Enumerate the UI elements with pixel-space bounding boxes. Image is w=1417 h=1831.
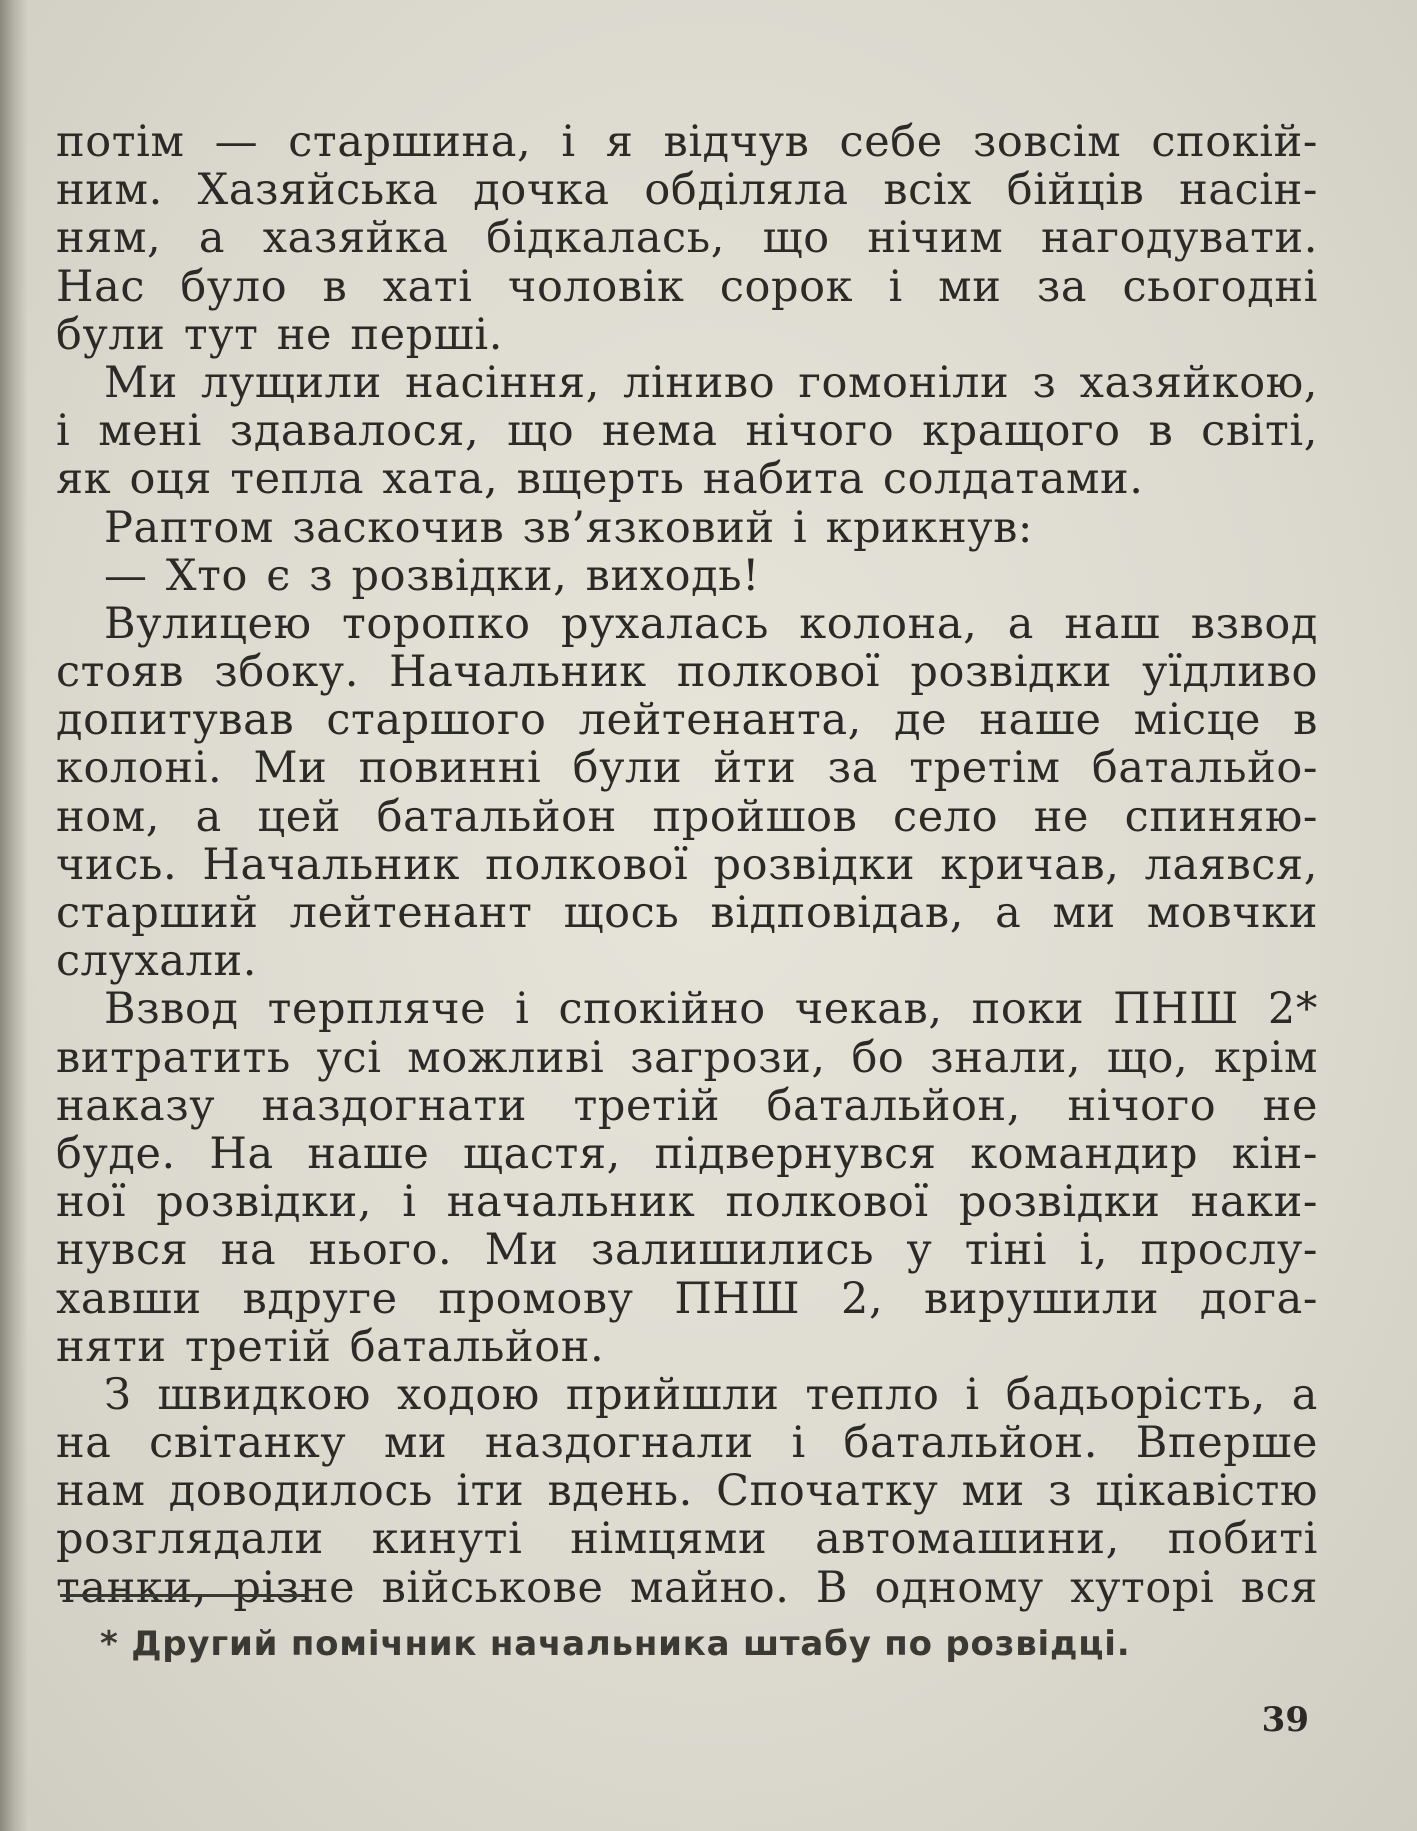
text-line: наказу наздогнати третій батальйон, нічого не (56, 1080, 1318, 1131)
text-line: допитував старшого лейтенанта, де наше місце в (56, 695, 1318, 746)
text-line: ням, а хазяйка бідкалась, що нічим нагодувати. (56, 213, 1318, 264)
text-line: на світанку ми наздогнали і батальйон. Вперше (56, 1418, 1318, 1469)
text-line: ної розвідки, і начальник полкової розвідки наки- (56, 1177, 1318, 1228)
text-line: були тут не перші. (56, 309, 503, 360)
text-line: З швидкою ходою прийшли тепло і бадьорість, а (104, 1369, 1318, 1420)
text-line: Вулицею торопко рухалась колона, а наш взвод (104, 598, 1318, 649)
text-line: потім — старшина, і я відчув себе зовсім спокій- (56, 117, 1318, 167)
text-line: як оця тепла хата, вщерть набита солдатами. (56, 454, 1144, 505)
text-line: Взвод терпляче і спокійно чекав, поки ПНШ 2* (104, 984, 1318, 1035)
footnote-divider (60, 1594, 308, 1597)
text-line: старший лейтенант щось відповідав, а ми мовчки (56, 888, 1318, 938)
text-line: няти третій батальйон. (56, 1321, 605, 1372)
text-line: стояв збоку. Начальник полкової розвідки уїдливо (56, 647, 1318, 698)
text-line: ним. Хазяйська дочка обділяла всіх бійців насін- (56, 165, 1318, 216)
text-line: слухали. (56, 936, 258, 987)
page-number: 39 (1261, 1700, 1309, 1740)
body-text (56, 118, 1318, 1612)
text-line: ном, а цей батальйон пройшов село не спиняю- (56, 791, 1318, 842)
text-line: буде. На наше щастя, підвернувся командир кін- (56, 1128, 1318, 1179)
spine-shadow (0, 0, 28, 1831)
text-line: чись. Начальник полкової розвідки кричав, лаявся, (56, 839, 1318, 890)
text-line: Нас було в хаті чоловік сорок і ми за сьогодні (56, 261, 1318, 312)
text-line: хавши вдруге промову ПНШ 2, вирушили дога- (56, 1273, 1318, 1324)
text-line: — Хто є з розвідки, виходь! (104, 550, 761, 601)
text-line: нувся на нього. Ми залишились у тіні і, прослу- (56, 1225, 1318, 1276)
text-line: Ми лущили насіння, ліниво гомоніли з хазяйкою, (104, 357, 1318, 408)
text-line: танки, різне військове майно. В одному хуторі вся (56, 1562, 1318, 1613)
text-line: і мені здавалося, що нема нічого кращого в світі, (56, 406, 1318, 457)
text-line: витратить усі можливі загрози, бо знали, що, крім (56, 1032, 1318, 1083)
text-line: розглядали кинуті німцями автомашини, побиті (56, 1514, 1318, 1565)
text-line: Раптом заскочив зв’язковий і крикнув: (104, 502, 1034, 553)
footnote: * Другий помічник начальника штабу по розвідці. (100, 1624, 1131, 1664)
text-line: нам доводилось іти вдень. Спочатку ми з цікавістю (56, 1466, 1318, 1517)
text-line: колоні. Ми повинні були йти за третім батальйо- (56, 743, 1318, 794)
